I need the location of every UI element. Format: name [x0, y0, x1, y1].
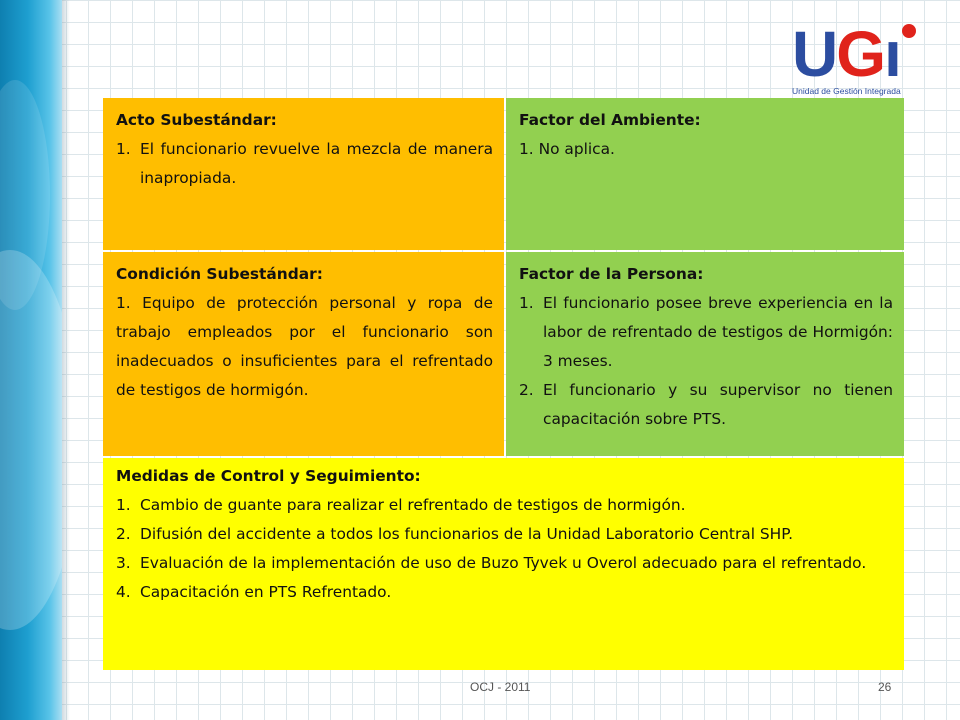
list-item — [116, 135, 493, 193]
side-band-shadow — [62, 0, 70, 720]
condicion-title: Condición Subestándar: — [116, 265, 323, 283]
factor-ambiente-cell — [506, 98, 904, 250]
list-number: 2. — [116, 525, 131, 543]
medidas-list — [116, 491, 893, 607]
analysis-table — [103, 98, 904, 670]
list-item — [519, 289, 893, 376]
page-number: 26 — [878, 680, 892, 694]
factor-persona-cell — [506, 252, 904, 456]
list-item — [519, 376, 893, 434]
list-number: 1. — [116, 496, 131, 514]
list-item — [116, 520, 893, 549]
logo-letter-g: G — [836, 18, 884, 90]
ambiente-title: Factor del Ambiente: — [519, 111, 701, 129]
list-text: El funcionario posee breve experiencia en la labor de refrentado de testigos de Hormigón: 3 meses. — [543, 294, 893, 370]
list-text: Evaluación de la implementación de uso de Buzo Tyvek u Overol adecuado para el refrentado. — [140, 554, 867, 572]
acto-subestandar-cell — [103, 98, 504, 250]
condicion-text: 1. Equipo de protección personal y ropa de trabajo empleados por el funcionario son inadecuados o insuficientes para el refrentado de testigos de hormigón. — [116, 294, 493, 399]
list-number: 1. — [116, 140, 131, 158]
acto-title: Acto Subestándar: — [116, 111, 277, 129]
medidas-title: Medidas de Control y Seguimiento: — [116, 467, 421, 485]
list-text: El funcionario y su supervisor no tienen capacitación sobre PTS. — [543, 381, 893, 428]
medidas-control-cell — [103, 458, 904, 670]
list-number: 1. — [519, 294, 534, 312]
list-number: 4. — [116, 583, 131, 601]
list-text: Cambio de guante para realizar el refrentado de testigos de hormigón. — [140, 496, 686, 514]
list-item — [116, 578, 893, 607]
ambiente-text: 1. No aplica. — [519, 140, 615, 158]
list-number: 2. — [519, 381, 534, 399]
decorative-side-band — [0, 0, 62, 720]
list-text: Difusión del accidente a todos los funcionarios de la Unidad Laboratorio Central SHP. — [140, 525, 794, 543]
persona-list — [519, 289, 893, 434]
footer-label: OCJ - 2011 — [470, 680, 531, 694]
list-item — [116, 549, 893, 578]
list-text: Capacitación en PTS Refrentado. — [140, 583, 392, 601]
logo-dot — [902, 24, 916, 38]
condicion-subestandar-cell — [103, 252, 504, 456]
list-item — [116, 491, 893, 520]
logo-letters — [792, 18, 920, 90]
logo-subtitle: Unidad de Gestión Integrada — [792, 86, 901, 96]
logo-letter-u: U — [792, 18, 837, 90]
ugi-logo — [792, 18, 920, 100]
list-text: El funcionario revuelve la mezcla de manera inapropiada. — [140, 140, 493, 187]
logo-letter-i: ı — [884, 18, 900, 90]
persona-title: Factor de la Persona: — [519, 265, 704, 283]
list-number: 3. — [116, 554, 131, 572]
acto-list — [116, 135, 493, 193]
